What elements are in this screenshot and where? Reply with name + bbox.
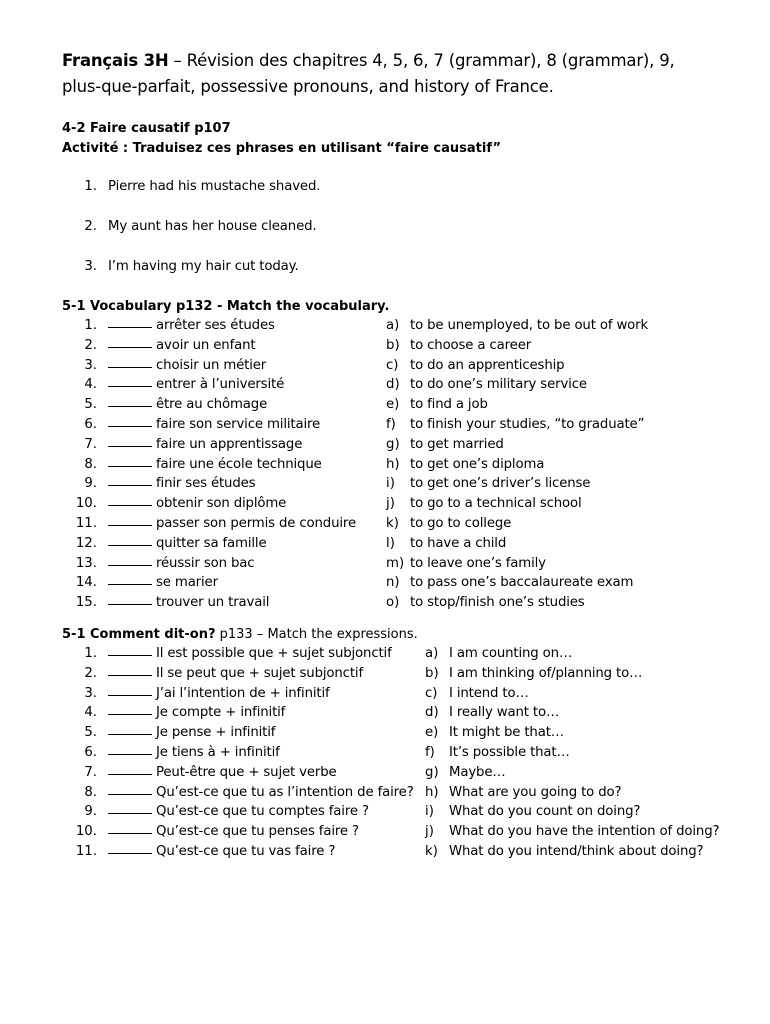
option-letter: d)	[386, 377, 400, 393]
match-item	[108, 318, 275, 333]
match-item-text: quitter sa famille	[156, 535, 267, 551]
option-text: to get one’s diploma	[410, 456, 545, 472]
match-item	[108, 476, 255, 491]
title-rest: – Révision des chapitres 4, 5, 6, 7 (grammar), 8 (grammar), 9,	[168, 51, 675, 70]
match-item	[108, 338, 255, 353]
option-letter: m)	[386, 555, 405, 571]
match-item	[108, 745, 280, 760]
match-item	[108, 765, 337, 780]
option-text: It’s possible that…	[449, 745, 570, 760]
option-text: I am thinking of/planning to…	[449, 665, 643, 681]
match-item	[108, 536, 267, 551]
option-letter: i)	[386, 476, 395, 492]
match-item	[108, 417, 320, 432]
match-item	[108, 556, 254, 571]
option-letter: b)	[386, 337, 400, 353]
item-number: 10.	[75, 496, 97, 512]
match-item	[108, 804, 369, 819]
match-item	[108, 705, 285, 720]
match-item-text: passer son permis de conduire	[156, 516, 356, 531]
item-number: 1.	[84, 318, 97, 333]
section1-activity: Activité : Traduisez ces phrases en utilisant “faire causatif”	[62, 141, 502, 156]
option-letter: i)	[425, 804, 434, 820]
answer-blank[interactable]	[108, 674, 152, 676]
match-item	[108, 725, 275, 740]
answer-blank[interactable]	[108, 564, 152, 566]
answer-blank[interactable]	[108, 583, 152, 585]
option-text: I really want to…	[449, 705, 560, 721]
match-item	[108, 397, 267, 412]
option-text: What do you intend/think about doing?	[449, 844, 704, 859]
section3-heading-bold: 5-1 Comment dit-on?	[62, 627, 216, 642]
option-text: to get one’s driver’s license	[410, 476, 591, 492]
option-letter: f)	[386, 417, 396, 432]
sentence-number: 1.	[84, 179, 97, 194]
item-number: 10.	[75, 824, 97, 840]
match-item-text: obtenir son diplôme	[156, 496, 287, 512]
option-letter: a)	[386, 318, 400, 333]
answer-blank[interactable]	[108, 385, 152, 387]
match-item-text: se marier	[156, 575, 218, 591]
sentence-text: I’m having my hair cut today.	[108, 259, 299, 274]
option-text: to pass one’s baccalaureate exam	[410, 575, 634, 591]
item-number: 3.	[84, 357, 97, 373]
item-number: 3.	[84, 685, 97, 701]
match-item	[108, 575, 218, 590]
option-letter: b)	[425, 665, 439, 681]
match-item-text: J’ai l’intention de + infinitif	[156, 685, 330, 701]
item-number: 9.	[84, 804, 97, 820]
match-item-text: finir ses études	[156, 476, 256, 492]
sentence-number: 2.	[84, 219, 97, 234]
answer-blank[interactable]	[108, 654, 152, 656]
option-letter: j)	[386, 496, 395, 512]
answer-blank[interactable]	[108, 773, 152, 775]
option-text: to be unemployed, to be out of work	[410, 318, 649, 333]
option-text: to go to college	[410, 516, 512, 531]
answer-blank[interactable]	[108, 484, 152, 486]
match-item-text: Qu’est-ce que tu penses faire ?	[156, 824, 359, 840]
match-item-text: choisir un métier	[156, 357, 267, 373]
match-item-text: avoir un enfant	[156, 337, 256, 353]
option-text: to leave one’s family	[410, 555, 546, 571]
answer-blank[interactable]	[108, 753, 152, 755]
option-text: to get married	[410, 436, 504, 452]
answer-blank[interactable]	[108, 544, 152, 546]
match-item-text: Qu’est-ce que tu vas faire ?	[156, 844, 336, 859]
option-text: Maybe…	[449, 764, 506, 780]
match-item	[108, 646, 392, 661]
option-letter: l)	[386, 535, 395, 551]
item-number: 15.	[75, 595, 97, 611]
option-text: to do one’s military service	[410, 377, 587, 393]
section3-heading	[62, 627, 418, 642]
match-item	[108, 358, 266, 373]
option-text: to stop/finish one’s studies	[410, 595, 585, 611]
match-item	[108, 824, 359, 839]
item-number: 7.	[84, 764, 97, 780]
match-item	[108, 457, 322, 472]
item-number: 12.	[75, 535, 97, 551]
option-letter: d)	[425, 705, 439, 721]
match-item-text: faire une école technique	[156, 456, 322, 472]
answer-blank[interactable]	[108, 445, 152, 447]
match-item-text: être au chômage	[156, 397, 268, 413]
sentence-text: Pierre had his mustache shaved.	[108, 179, 321, 194]
option-letter: c)	[425, 685, 438, 701]
answer-blank[interactable]	[108, 524, 152, 526]
item-number: 8.	[84, 784, 97, 800]
match-item	[108, 377, 284, 392]
option-text: to finish your studies, “to graduate”	[410, 417, 645, 432]
match-item	[108, 437, 302, 452]
option-letter: o)	[386, 595, 400, 611]
item-number: 11.	[75, 516, 97, 531]
option-letter: g)	[386, 436, 400, 452]
answer-blank[interactable]	[108, 713, 152, 715]
match-item-text: Je compte + infinitif	[156, 705, 286, 721]
option-letter: h)	[425, 784, 439, 800]
answer-blank[interactable]	[108, 812, 152, 814]
match-item-text: Qu’est-ce que tu comptes faire ?	[156, 804, 369, 820]
option-text: What do you have the intention of doing?	[449, 824, 720, 840]
match-item	[108, 686, 330, 701]
answer-blank[interactable]	[108, 793, 152, 795]
page-title	[62, 48, 752, 100]
item-number: 13.	[75, 555, 97, 571]
item-number: 6.	[84, 745, 97, 760]
section2-heading: 5-1 Vocabulary p132 - Match the vocabulary.	[62, 299, 390, 314]
answer-blank[interactable]	[108, 405, 152, 407]
option-text: to go to a technical school	[410, 496, 582, 512]
option-letter: k)	[386, 516, 399, 531]
answer-blank[interactable]	[108, 603, 152, 605]
option-text: I am counting on…	[449, 646, 573, 661]
match-item-text: Qu’est-ce que tu as l’intention de faire?	[156, 784, 414, 800]
match-item-text: Il est possible que + sujet subjonctif	[156, 646, 392, 661]
option-letter: e)	[425, 725, 439, 741]
option-letter: h)	[386, 456, 400, 472]
match-item-text: entrer à l’université	[156, 377, 285, 393]
option-letter: c)	[386, 357, 399, 373]
answer-blank[interactable]	[108, 504, 152, 506]
match-item	[108, 785, 414, 800]
item-number: 4.	[84, 377, 97, 393]
match-item-text: Peut-être que + sujet verbe	[156, 764, 337, 780]
item-number: 5.	[84, 397, 97, 413]
match-item	[108, 595, 269, 610]
answer-blank[interactable]	[108, 733, 152, 735]
option-text: to have a child	[410, 535, 507, 551]
answer-blank[interactable]	[108, 832, 152, 834]
item-number: 11.	[75, 844, 97, 859]
option-text: to choose a career	[410, 337, 532, 353]
option-text: What do you count on doing?	[449, 804, 641, 820]
match-item	[108, 496, 286, 511]
answer-blank[interactable]	[108, 852, 152, 854]
match-item-text: arrêter ses études	[156, 318, 275, 333]
match-item	[108, 666, 363, 681]
item-number: 7.	[84, 436, 97, 452]
option-letter: n)	[386, 575, 400, 591]
match-item	[108, 844, 335, 859]
title-bold: Français 3H	[62, 51, 169, 70]
section1-heading: 4-2 Faire causatif p107	[62, 121, 231, 136]
match-item-text: réussir son bac	[156, 555, 255, 571]
match-item-text: Je tiens à + infinitif	[156, 745, 280, 760]
answer-blank[interactable]	[108, 326, 152, 328]
item-number: 2.	[84, 665, 97, 681]
option-letter: e)	[386, 397, 400, 413]
option-text: I intend to…	[449, 685, 529, 701]
match-item-text: trouver un travail	[156, 595, 270, 611]
answer-blank[interactable]	[108, 694, 152, 696]
option-letter: f)	[425, 745, 435, 760]
item-number: 4.	[84, 705, 97, 721]
match-item-text: faire son service militaire	[156, 417, 321, 432]
option-letter: g)	[425, 764, 439, 780]
option-text: It might be that…	[449, 725, 564, 741]
item-number: 9.	[84, 476, 97, 492]
option-letter: a)	[425, 646, 439, 661]
title-line2: plus-que-parfait, possessive pronouns, and history of France.	[62, 77, 554, 96]
section3-heading-rest: p133 – Match the expressions.	[215, 627, 418, 642]
option-text: to find a job	[410, 397, 488, 413]
option-letter: j)	[425, 824, 434, 840]
sentence-text: My aunt has her house cleaned.	[108, 219, 317, 234]
match-item-text: Il se peut que + sujet subjonctif	[156, 665, 363, 681]
sentence-number: 3.	[84, 259, 97, 274]
answer-blank[interactable]	[108, 366, 152, 368]
item-number: 14.	[75, 575, 97, 591]
item-number: 8.	[84, 456, 97, 472]
match-item-text: faire un apprentissage	[156, 436, 303, 452]
match-item-text: Je pense + infinitif	[156, 725, 276, 741]
answer-blank[interactable]	[108, 425, 152, 427]
option-text: to do an apprenticeship	[410, 357, 565, 373]
item-number: 6.	[84, 417, 97, 432]
match-item	[108, 516, 356, 531]
item-number: 5.	[84, 725, 97, 741]
item-number: 2.	[84, 337, 97, 353]
answer-blank[interactable]	[108, 346, 152, 348]
item-number: 1.	[84, 646, 97, 661]
option-text: What are you going to do?	[449, 784, 622, 800]
option-letter: k)	[425, 844, 438, 859]
answer-blank[interactable]	[108, 465, 152, 467]
